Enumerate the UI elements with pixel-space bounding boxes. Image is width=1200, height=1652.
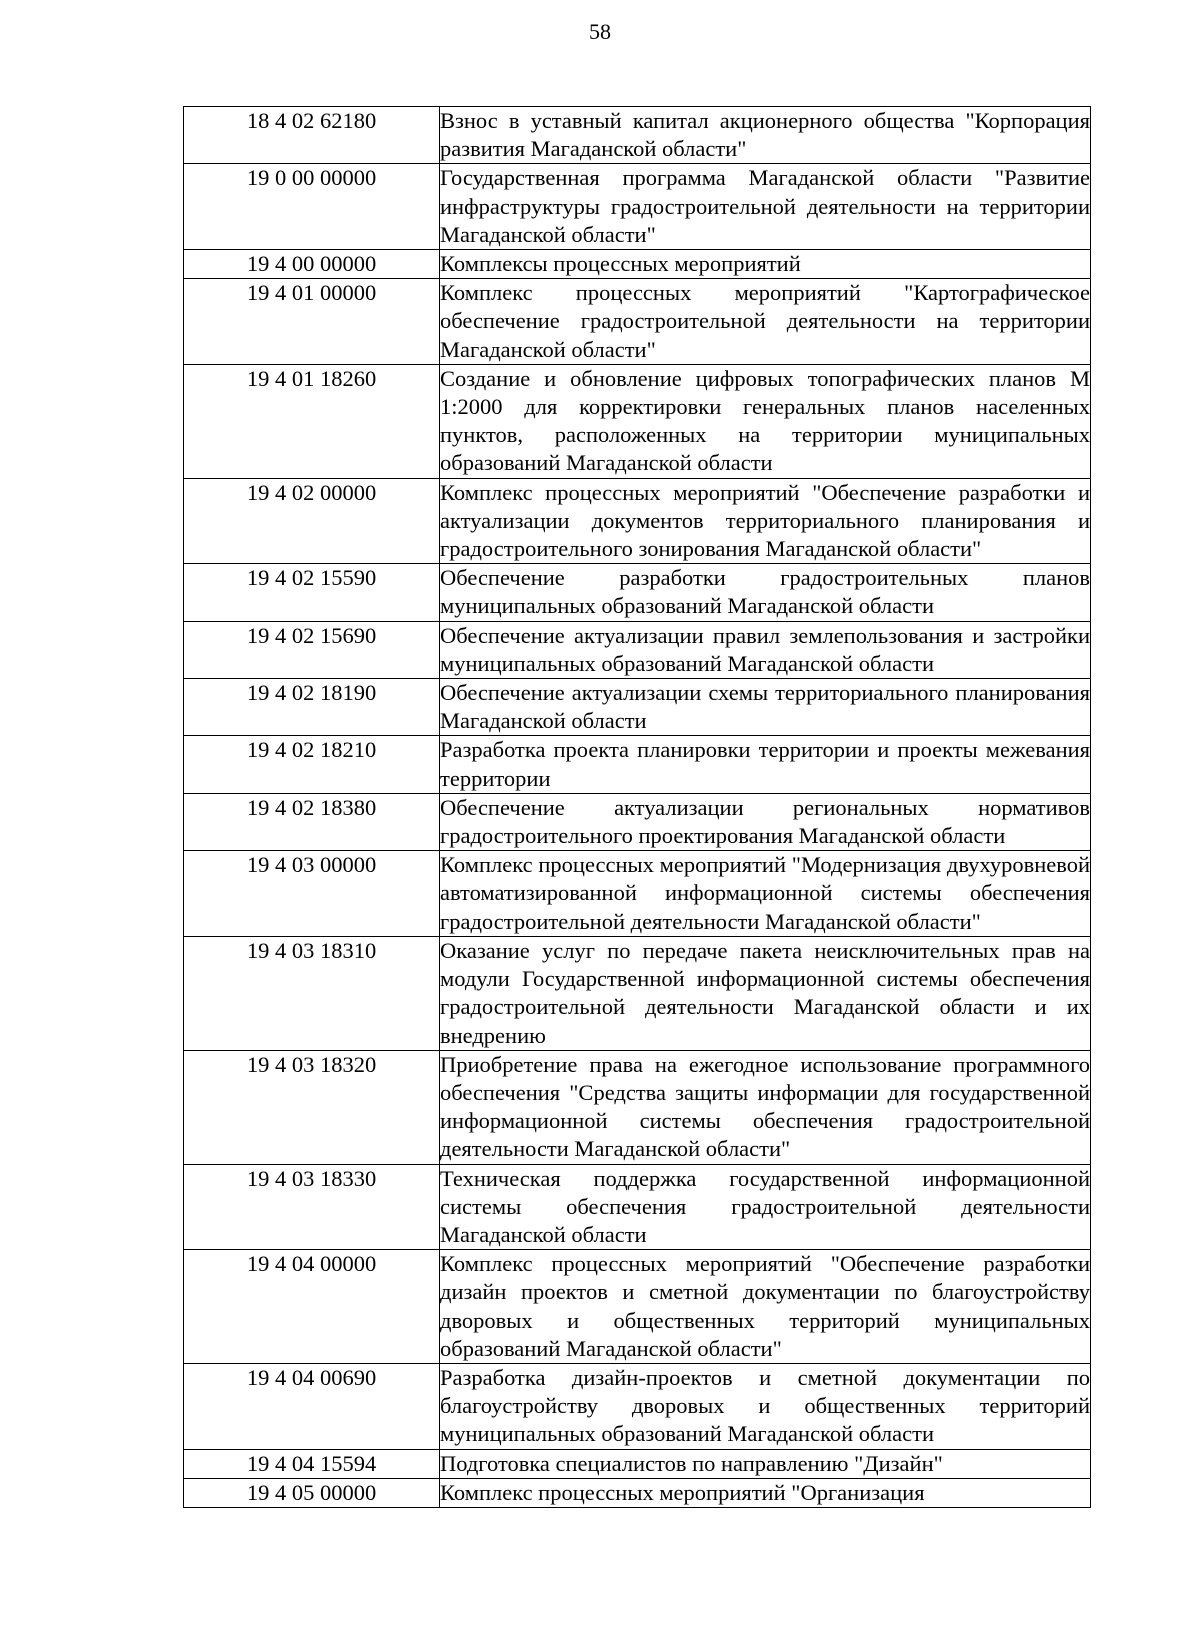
- name-cell: Обеспечение актуализации схемы территориального планирования Магаданской области: [440, 679, 1091, 736]
- name-cell: Техническая поддержка государственной информационной системы обеспечения градостроительной деятельности Магаданской области: [440, 1164, 1091, 1250]
- name-cell: Комплексы процессных мероприятий: [440, 250, 1091, 279]
- code-cell: 19 4 05 00000: [184, 1478, 440, 1507]
- code-cell: 19 4 02 00000: [184, 478, 440, 564]
- name-cell: Создание и обновление цифровых топографических планов М 1:2000 для корректировки генеральных планов населенных пунктов, расположенных на территории муниципальных образований Магаданской области: [440, 364, 1091, 478]
- code-cell: 19 4 03 00000: [184, 851, 440, 937]
- code-cell: 19 4 02 15690: [184, 621, 440, 678]
- name-cell: Приобретение права на ежегодное использование программного обеспечения "Средства защиты информации для государственной информационной системы обеспечения градостроительной деятельности Магаданской области": [440, 1050, 1091, 1164]
- code-cell: 19 4 02 18210: [184, 736, 440, 793]
- name-cell: Взнос в уставный капитал акционерного общества "Корпорация развития Магаданской области": [440, 107, 1091, 164]
- table-row: [184, 564, 1091, 621]
- name-cell: Комплекс процессных мероприятий "Обеспечение разработки и актуализации документов территориального планирования и градостроительного зонирования Магаданской области": [440, 478, 1091, 564]
- name-cell: Комплекс процессных мероприятий "Обеспечение разработки дизайн проектов и сметной документации по благоустройству дворовых и общественных территорий муниципальных образований Магаданской области": [440, 1250, 1091, 1364]
- table-row: [184, 364, 1091, 478]
- name-cell: Государственная программа Магаданской области "Развитие инфраструктуры градостроительной деятельности на территории Магаданской области": [440, 164, 1091, 250]
- table-row: [184, 164, 1091, 250]
- table-row: [184, 1363, 1091, 1449]
- code-cell: 19 4 02 18380: [184, 793, 440, 850]
- table-row: [184, 1164, 1091, 1250]
- code-cell: 19 4 03 18320: [184, 1050, 440, 1164]
- name-cell: Подготовка специалистов по направлению "Дизайн": [440, 1449, 1091, 1478]
- name-cell: Комплекс процессных мероприятий "Модернизация двухуровневой автоматизированной информационной системы обеспечения градостроительной деятельности Магаданской области": [440, 851, 1091, 937]
- code-cell: 19 4 01 00000: [184, 279, 440, 365]
- table-row: [184, 1478, 1091, 1507]
- name-cell: Обеспечение разработки градостроительных планов муниципальных образований Магаданской области: [440, 564, 1091, 621]
- name-cell: Разработка дизайн-проектов и сметной документации по благоустройству дворовых и общественных территорий муниципальных образований Магаданской области: [440, 1363, 1091, 1449]
- table-row: [184, 107, 1091, 164]
- code-cell: 19 4 02 18190: [184, 679, 440, 736]
- name-cell: Оказание услуг по передаче пакета неисключительных прав на модули Государственной информационной системы обеспечения градостроительной деятельности Магаданской области и их внедрению: [440, 936, 1091, 1050]
- code-cell: 19 4 03 18330: [184, 1164, 440, 1250]
- table-row: [184, 679, 1091, 736]
- name-cell: Комплекс процессных мероприятий "Картографическое обеспечение градостроительной деятельности на территории Магаданской области": [440, 279, 1091, 365]
- code-cell: 19 0 00 00000: [184, 164, 440, 250]
- code-cell: 19 4 00 00000: [184, 250, 440, 279]
- code-cell: 19 4 04 00690: [184, 1363, 440, 1449]
- page-number: 58: [589, 19, 611, 44]
- table-row: [184, 478, 1091, 564]
- table-row: [184, 1449, 1091, 1478]
- table-row: [184, 851, 1091, 937]
- code-cell: 19 4 01 18260: [184, 364, 440, 478]
- code-cell: 19 4 04 00000: [184, 1250, 440, 1364]
- table-row: [184, 621, 1091, 678]
- budget-classification-table: [183, 106, 1091, 1508]
- name-cell: Обеспечение актуализации региональных нормативов градостроительного проектирования Магаданской области: [440, 793, 1091, 850]
- table-row: [184, 936, 1091, 1050]
- table-row: [184, 250, 1091, 279]
- name-cell: Разработка проекта планировки территории и проекты межевания территории: [440, 736, 1091, 793]
- code-cell: 19 4 03 18310: [184, 936, 440, 1050]
- table-row: [184, 279, 1091, 365]
- name-cell: Комплекс процессных мероприятий "Организация: [440, 1478, 1091, 1507]
- code-cell: 18 4 02 62180: [184, 107, 440, 164]
- table-row: [184, 736, 1091, 793]
- code-cell: 19 4 04 15594: [184, 1449, 440, 1478]
- code-cell: 19 4 02 15590: [184, 564, 440, 621]
- table-row: [184, 1250, 1091, 1364]
- table-row: [184, 1050, 1091, 1164]
- table-row: [184, 793, 1091, 850]
- name-cell: Обеспечение актуализации правил землепользования и застройки муниципальных образований Магаданской области: [440, 621, 1091, 678]
